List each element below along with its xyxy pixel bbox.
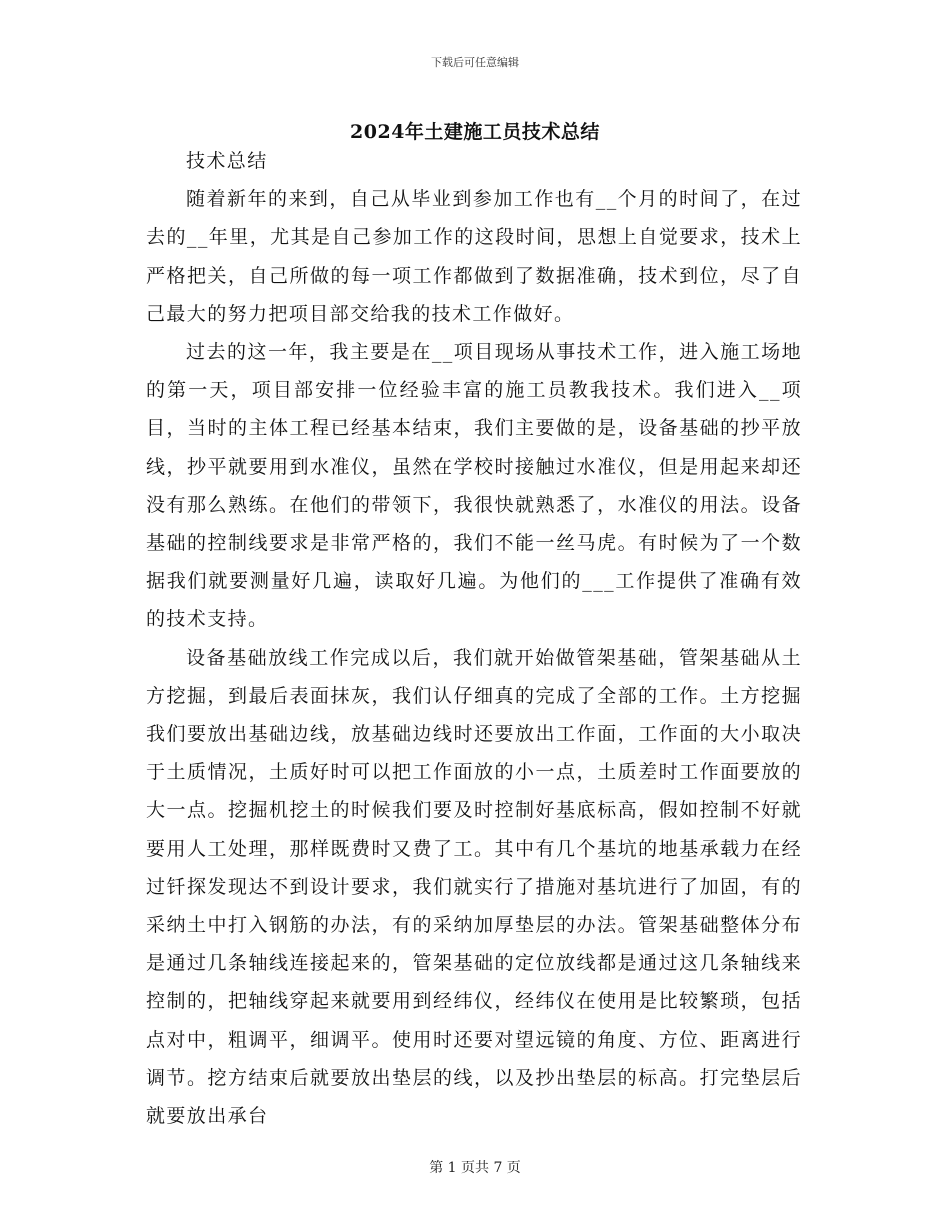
body-paragraph: 过去的这一年，我主要是在__项目现场从事技术工作，进入施工场地的第一天，项目部安排一位经验丰富的施工员教我技术。我们进入__项目，当时的主体工程已经基本结束，我们主要做的是，设备基础的抄平放线，抄平就要用到水准仪，虽然在学校时接触过水准仪，但是用起来却还没有那么熟练。在他们的带领下，我很快就熟悉了，水准仪的用法。设备基础的控制线要求是非常严格的，我们不能一丝马虎。有时候为了一个数据我们就要测量好几遍，读取好几遍。为他们的___工作提供了准确有效的技术支持。 [146,341,802,631]
body-paragraph: 随着新年的来到，自己从毕业到参加工作也有__个月的时间了，在过去的__年里，尤其是自己参加工作的这段时间，思想上自觉要求，技术上严格把关，自己所做的每一项工作都做到了数据准确，技术到位，尽了自己最大的努力把项目部交给我的技术工作做好。 [146,188,802,325]
body-paragraph: 设备基础放线工作完成以后，我们就开始做管架基础，管架基础从土方挖掘，到最后表面抹灰，我们认仔细真的完成了全部的工作。土方挖掘我们要放出基础边线，放基础边线时还要放出工作面，工作面的大小取决于土质情况，土质好时可以把工作面放的小一点，土质差时工作面要放的大一点。挖掘机挖土的时候我们要及时控制好基底标高，假如控制不好就要用人工处理，那样既费时又费了工。其中有几个基坑的地基承载力在经过钎探发现达不到设计要求，我们就实行了措施对基坑进行了加固，有的采纳土中打入钢筋的办法，有的采纳加厚垫层的办法。管架基础整体分布是通过几条轴线连接起来的，管架基础的定位放线都是通过这几条轴线来控制的，把轴线穿起来就要用到经纬仪，经纬仪在使用是比较繁琐，包括点对中，粗调平，细调平。使用时还要对望远镜的角度、方位、距离进行调节。挖方结束后就要放出垫层的线，以及抄出垫层的标高。打完垫层后就要放出承台 [146,646,802,1128]
document-body [146,142,802,1135]
document-title: 2024年土建施工员技术总结 [350,121,600,143]
page-number: 第 1 页共 7 页 [429,1160,521,1176]
section-heading: 技术总结 [186,150,268,172]
header-note: 下载后可任意编辑 [431,56,519,69]
